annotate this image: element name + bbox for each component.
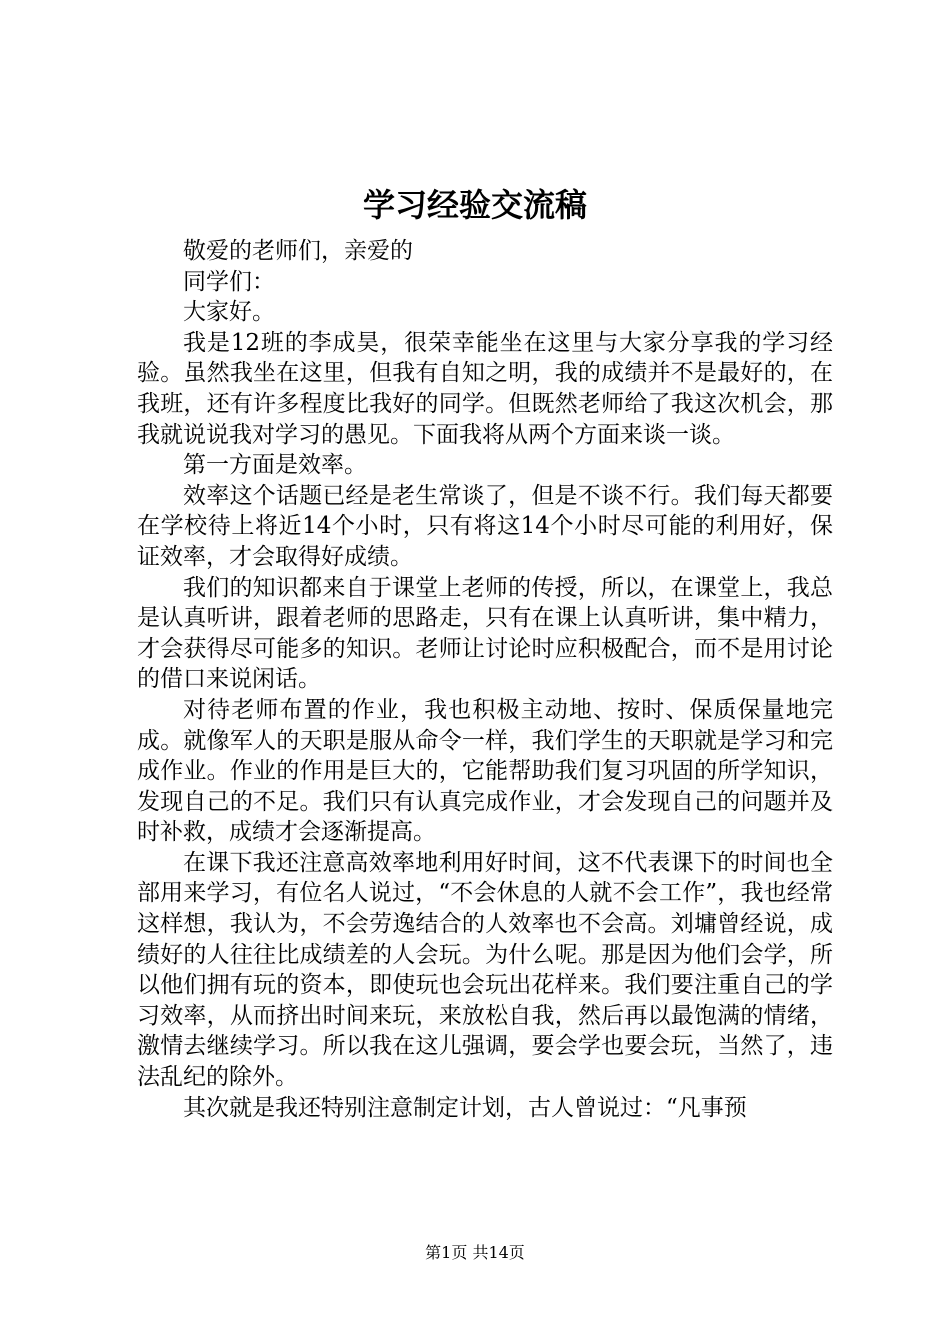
paragraph: 我是12班的李成昊，很荣幸能坐在这里与大家分享我的学习经验。虽然我坐在这里，但我有自知之明，我的成绩并不是最好的，在我班，还有许多程度比我好的同学。但既然老师给了我这次机会，那我就说说我对学习的愚见。下面我将从两个方面来谈一谈。	[137, 329, 833, 448]
paragraph: 对待老师布置的作业，我也积极主动地、按时、保质保量地完成。就像军人的天职是服从命令一样，我们学生的天职就是学习和完成作业。作业的作用是巨大的，它能帮助我们复习巩固的所学知识，发现自己的不足。我们只有认真完成作业，才会发现自己的问题并及时补救，成绩才会逐渐提高。	[137, 696, 833, 846]
paragraph: 效率这个话题已经是老生常谈了，但是不谈不行。我们每天都要在学校待上将近14个小时，只有将这14个小时尽可能的利用好，保证效率，才会取得好成绩。	[137, 482, 833, 570]
paragraph: 其次就是我还特别注意制定计划，古人曾说过：“凡事预	[183, 1094, 747, 1121]
paragraph: 敬爱的老师们，亲爱的	[183, 238, 413, 264]
paragraph: 我们的知识都来自于课堂上老师的传授，所以，在课堂上，我总是认真听讲，跟着老师的思路走，只有在课上认真听讲，集中精力，才会获得尽可能多的知识。老师让讨论时应积极配合，而不是用讨论的借口来说闲话。	[137, 574, 833, 693]
document-body	[137, 236, 833, 1123]
page-footer: 第1页 共14页	[425, 1243, 525, 1262]
document-title: 学习经验交流稿	[362, 186, 587, 224]
paragraph: 同学们：	[183, 268, 275, 295]
paragraph: 大家好。	[183, 299, 275, 326]
paragraph: 第一方面是效率。	[183, 452, 367, 479]
paragraph: 在课下我还注意高效率地利用好时间，这不代表课下的时间也全部用来学习，有位名人说过，“不会休息的人就不会工作”，我也经常这样想，我认为，不会劳逸结合的人效率也不会高。刘墉曾经说，成绩好的人往往比成绩差的人会玩。为什么呢。那是因为他们会学，所以他们拥有玩的资本，即使玩也会玩出花样来。我们要注重自己的学习效率，从而挤出时间来玩，来放松自我，然后再以最饱满的情绪，激情去继续学习。所以我在这儿强调，要会学也要会玩，当然了，违法乱纪的除外。	[137, 849, 833, 1091]
